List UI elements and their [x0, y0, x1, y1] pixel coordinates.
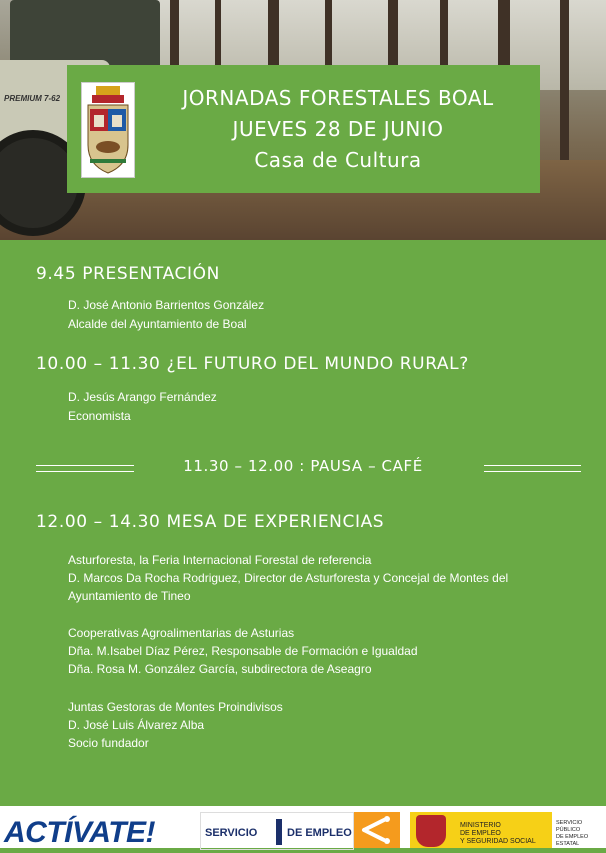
sepe-bar-icon [276, 819, 282, 845]
title-line-2: JUEVES 28 DE JUNIO [232, 117, 444, 141]
speaker-role: Socio fundador [68, 736, 149, 750]
session-heading: 10.00 – 11.30 ¿EL FUTURO DEL MUNDO RURAL? [36, 354, 469, 374]
sponsor-logos [0, 806, 606, 848]
experience-title: Cooperativas Agroalimentarias de Asturias [68, 626, 295, 640]
sepe-left-text: SERVICIO [205, 827, 258, 839]
orange-arrow-logo-icon [354, 812, 400, 848]
speaker-name: D. José Luis Álvarez Alba [68, 718, 205, 732]
speaker-role: Ayuntamiento de Tineo [68, 589, 191, 603]
speaker-role: Alcalde del Ayuntamiento de Boal [68, 317, 247, 331]
boal-coat-of-arms-icon [81, 82, 135, 178]
experience-title: Juntas Gestoras de Montes Proindivisos [68, 700, 283, 714]
header-photo [0, 0, 606, 240]
activate-logo: ACTÍVATE! [4, 816, 156, 849]
title-line-3: Casa de Cultura [254, 148, 422, 172]
divider-right [484, 465, 581, 472]
coffee-break: 11.30 – 12.00 : PAUSA – CAFÉ [183, 457, 423, 475]
experience-title: Asturforesta, la Feria Internacional Forestal de referencia [68, 553, 372, 567]
speaker-name: Dña. Rosa M. González García, subdirectora de Aseagro [68, 662, 372, 676]
spain-crest-icon [416, 815, 446, 847]
servicio-empleo-logo [200, 812, 354, 850]
session-heading: 12.00 – 14.30 MESA DE EXPERIENCIAS [36, 512, 385, 532]
sepe-estatal-logo [556, 820, 606, 848]
sp-line-1: SERVICIO PÚBLICO [556, 820, 583, 833]
ministry-line-3: Y SEGURIDAD SOCIAL [460, 838, 536, 845]
sp-line-2: DE EMPLEO ESTATAL [556, 834, 589, 847]
tractor-badge: PREMIUM 7-62 [4, 94, 61, 103]
sepe-right-text: DE EMPLEO [287, 827, 352, 839]
title-box [67, 65, 540, 193]
ministry-line-2: DE EMPLEO [460, 830, 501, 837]
event-title [143, 83, 533, 176]
speaker-name: Dña. M.Isabel Díaz Pérez, Responsable de Formación e Igualdad [68, 644, 418, 658]
speaker-name: D. Jesús Arango Fernández [68, 390, 217, 404]
ministry-line-1: MINISTERIO [460, 822, 501, 829]
session-heading: 9.45 PRESENTACIÓN [36, 264, 220, 284]
speaker-name: D. José Antonio Barrientos González [68, 298, 265, 312]
speaker-role: Economista [68, 409, 131, 423]
speaker-name: D. Marcos Da Rocha Rodriguez, Director de Asturforesta y Concejal de Montes del [68, 571, 509, 585]
ministry-logo [410, 812, 552, 848]
title-line-1: JORNADAS FORESTALES BOAL [182, 86, 494, 110]
